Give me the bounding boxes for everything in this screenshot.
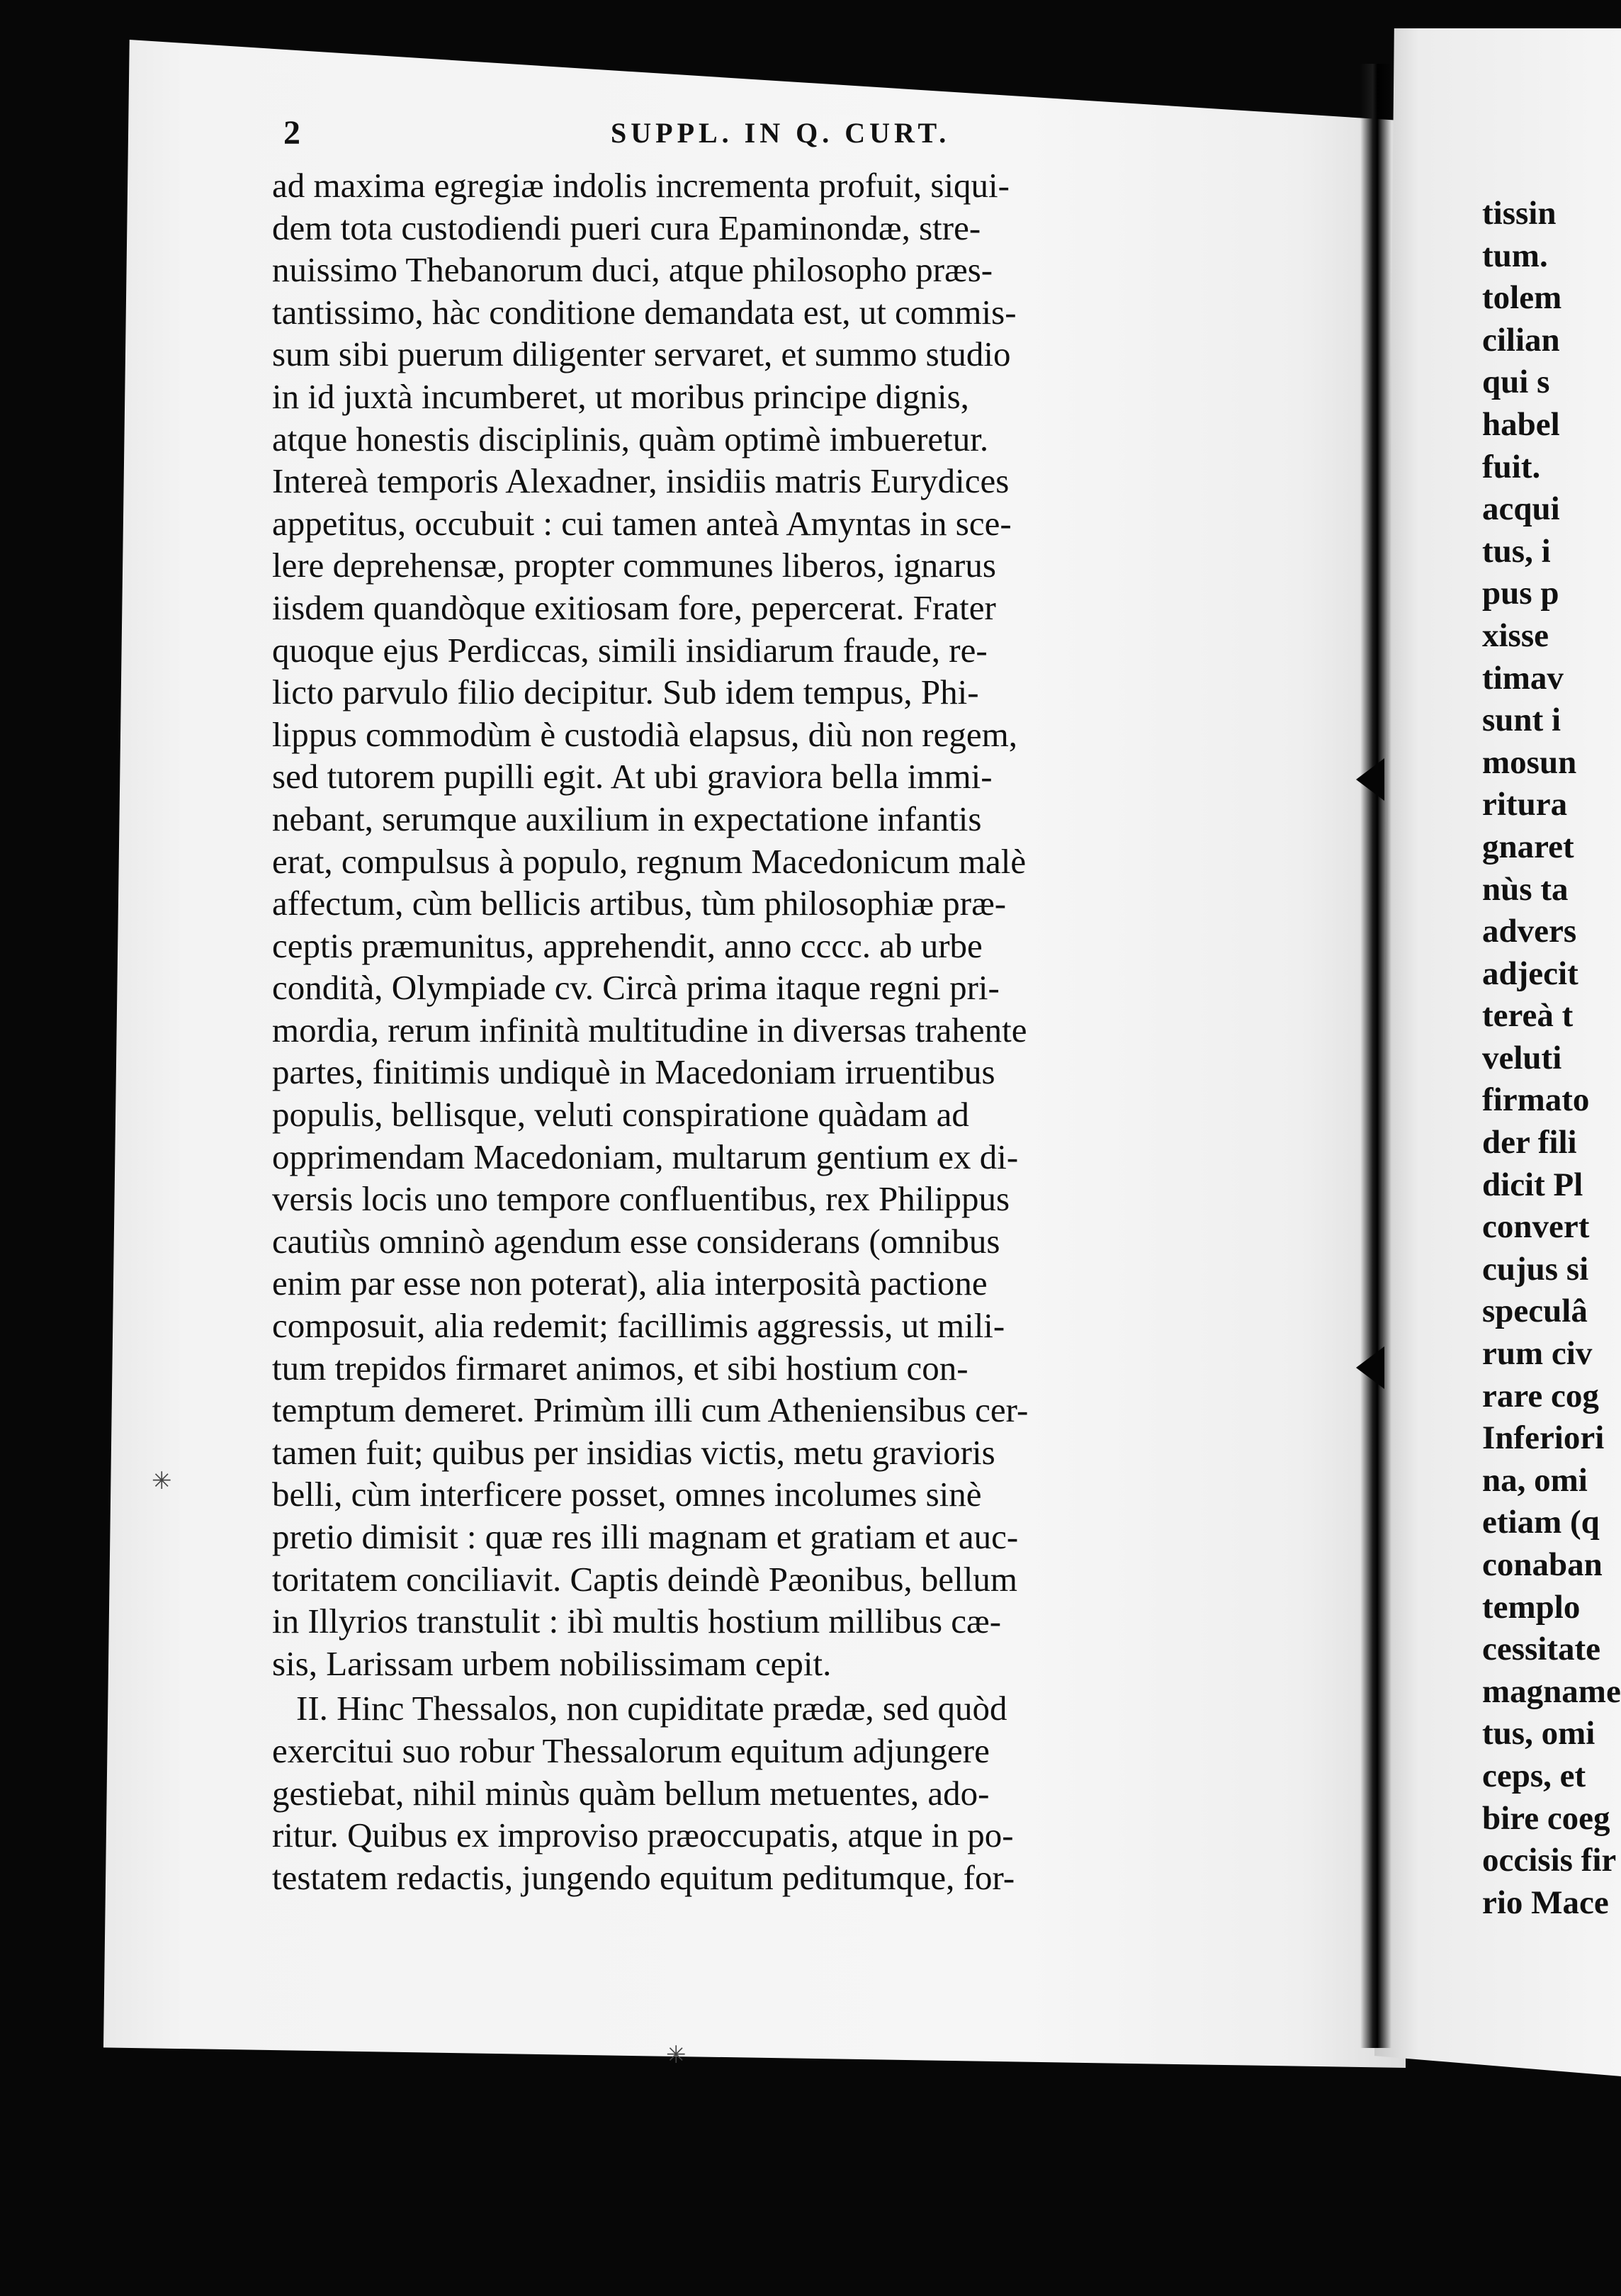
- fragment-line: rare cog: [1482, 1377, 1599, 1414]
- text-line: condità, Olympiade cv. Circà prima itaque regni pri-: [272, 968, 1000, 1008]
- fragment-line: sunt i: [1482, 702, 1561, 739]
- text-line: quoque ejus Perdiccas, simili insidiarum fraude, re-: [272, 630, 988, 670]
- text-line: enim par esse non poterat), alia interposità pactione: [272, 1264, 988, 1303]
- fragment-line: magname: [1482, 1672, 1621, 1710]
- text-line: opprimendam Macedoniam, multarum gentium ex di-: [272, 1137, 1019, 1176]
- fragment-line: pus p: [1482, 575, 1559, 612]
- fragment-line: ritura: [1482, 786, 1568, 823]
- fragment-line: tolem: [1482, 279, 1562, 317]
- scan-speck: ✳: [666, 2042, 687, 2069]
- paragraph-1: [272, 164, 1257, 1684]
- fragment-line: advers: [1482, 913, 1577, 950]
- fragment-line: conaban: [1482, 1546, 1603, 1583]
- text-line: in id juxtà incumberet, ut moribus principe dignis,: [272, 376, 969, 416]
- text-line: licto parvulo filio decipitur. Sub idem tempus, Phi-: [272, 673, 979, 712]
- fragment-line: dicit Pl: [1482, 1166, 1583, 1203]
- text-line: iisdem quandòque exitiosam fore, pepercerat. Frater: [272, 587, 996, 627]
- fragment-line: mosun: [1482, 743, 1577, 781]
- text-line: in Illyrios transtulit : ibì multis hostium millibus cæ-: [272, 1602, 1002, 1641]
- book-gutter: [1360, 64, 1391, 2048]
- text-line: populis, bellisque, veluti conspiratione quàdam ad: [272, 1095, 969, 1135]
- fragment-line: gnaret: [1482, 828, 1574, 865]
- scan-speck: ✳: [152, 1468, 172, 1495]
- text-line: testatem redactis, jungendo equitum peditumque, for-: [272, 1857, 1015, 1897]
- fragment-line: occisis fir: [1482, 1842, 1617, 1879]
- gutter-notch: [1356, 1346, 1384, 1389]
- fragment-line: cujus si: [1482, 1250, 1589, 1288]
- text-line: partes, finitimis undiquè in Macedoniam irruentibus: [272, 1052, 995, 1092]
- text-line: affectum, cùm bellicis artibus, tùm philosophiæ præ-: [272, 884, 1007, 923]
- fragment-line: templo: [1482, 1588, 1581, 1626]
- fragment-line: qui s: [1482, 364, 1550, 401]
- fragment-line: cilian: [1482, 321, 1560, 359]
- fragment-line: tissin: [1482, 195, 1557, 232]
- text-line: ceptis præmunitus, apprehendit, anno cccc. ab urbe: [272, 925, 983, 965]
- text-line: mordia, rerum infinità multitudine in diversas trahente: [272, 1010, 1027, 1049]
- fragment-line: nùs ta: [1482, 870, 1569, 908]
- text-line: pretio dimisit : quæ res illi magnam et gratiam et auc-: [272, 1517, 1019, 1556]
- fragment-line: tum.: [1482, 237, 1548, 274]
- running-head: SUPPL. IN Q. CURT.: [611, 117, 951, 149]
- fragment-line: habel: [1482, 405, 1560, 443]
- text-line: tum trepidos firmaret animos, et sibi hostium con-: [272, 1348, 968, 1388]
- text-line: Intereà temporis Alexadner, insidiis matris Eurydices: [272, 461, 1010, 501]
- text-line: ad maxima egregiæ indolis incrementa profuit, siqui-: [272, 166, 1010, 205]
- text-line: lere deprehensæ, propter communes liberos, ignarus: [272, 546, 996, 585]
- text-line: II. Hinc Thessalos, non cupiditate prædæ, sed quòd: [296, 1689, 1007, 1728]
- text-line: nuissimo Thebanorum duci, atque philosopho præs-: [272, 250, 993, 290]
- fragment-line: der fili: [1482, 1124, 1577, 1161]
- paragraph-2: [272, 1687, 1257, 1898]
- text-line: dem tota custodiendi pueri cura Epaminondæ, stre-: [272, 208, 981, 247]
- fragment-line: speculâ: [1482, 1293, 1588, 1330]
- fragment-line: ceps, et: [1482, 1757, 1586, 1794]
- text-line: tamen fuit; quibus per insidias victis, metu gravioris: [272, 1432, 995, 1472]
- text-line: versis locis uno tempore confluentibus, rex Philippus: [272, 1179, 1010, 1219]
- fragment-line: bire coeg: [1482, 1799, 1610, 1837]
- text-line: ritur. Quibus ex improviso præoccupatis, atque in po-: [272, 1816, 1014, 1855]
- fragment-line: etiam (q: [1482, 1504, 1600, 1541]
- fragment-line: tus, i: [1482, 532, 1551, 570]
- text-line: sum sibi puerum diligenter servaret, et summo studio: [272, 334, 1011, 374]
- text-line: appetitus, occubuit : cui tamen anteà Amyntas in sce-: [272, 503, 1012, 543]
- fragment-line: Inferiori: [1482, 1419, 1605, 1457]
- fragment-line: veluti: [1482, 1039, 1562, 1076]
- left-page-body: [272, 164, 1257, 1898]
- text-line: exercitui suo robur Thessalorum equitum adjungere: [272, 1731, 990, 1770]
- text-line: lippus commodùm è custodià elapsus, diù non regem,: [272, 714, 1017, 754]
- fragment-line: convert: [1482, 1208, 1590, 1246]
- gutter-notch: [1356, 758, 1384, 801]
- text-line: composuit, alia redemit; facillimis aggressis, ut mili-: [272, 1306, 1005, 1346]
- fragment-line: tus, omi: [1482, 1715, 1595, 1752]
- fragment-line: tereà t: [1482, 997, 1574, 1035]
- text-line: nebant, serumque auxilium in expectatione infantis: [272, 799, 982, 838]
- fragment-line: timav: [1482, 659, 1564, 697]
- fragment-line: adjecit: [1482, 955, 1578, 992]
- fragment-line: firmato: [1482, 1081, 1590, 1119]
- text-line: temptum demeret. Primùm illi cum Atheniensibus cer-: [272, 1390, 1029, 1430]
- text-line: gestiebat, nihil minùs quàm bellum metuentes, ado-: [272, 1773, 990, 1813]
- text-line: sed tutorem pupilli egit. At ubi graviora bella immi-: [272, 757, 993, 797]
- fragment-line: rio Mace: [1482, 1884, 1609, 1921]
- text-line: tantissimo, hàc conditione demandata est, ut commis-: [272, 292, 1017, 332]
- text-line: belli, cùm interficere posset, omnes incolumes sinè: [272, 1475, 982, 1514]
- text-line: erat, compulsus à populo, regnum Macedonicum malè: [272, 841, 1027, 881]
- text-line: sis, Larissam urbem nobilissimam cepit.: [272, 1643, 832, 1683]
- fragment-line: fuit.: [1482, 448, 1541, 485]
- fragment-line: rum civ: [1482, 1335, 1593, 1373]
- fragment-line: na, omi: [1482, 1461, 1588, 1499]
- fragment-line: xisse: [1482, 617, 1549, 654]
- fragment-line: cessitate: [1482, 1631, 1601, 1668]
- right-page-fragments: [1482, 193, 1621, 1924]
- page-header: [278, 113, 1255, 163]
- text-line: cautiùs omninò agendum esse considerans (omnibus: [272, 1221, 1000, 1261]
- fragment-line: acqui: [1482, 490, 1560, 528]
- text-line: atque honestis disciplinis, quàm optimè imbueretur.: [272, 419, 989, 458]
- page-number: 2: [283, 114, 303, 152]
- text-line: toritatem conciliavit. Captis deindè Pæonibus, bellum: [272, 1559, 1017, 1599]
